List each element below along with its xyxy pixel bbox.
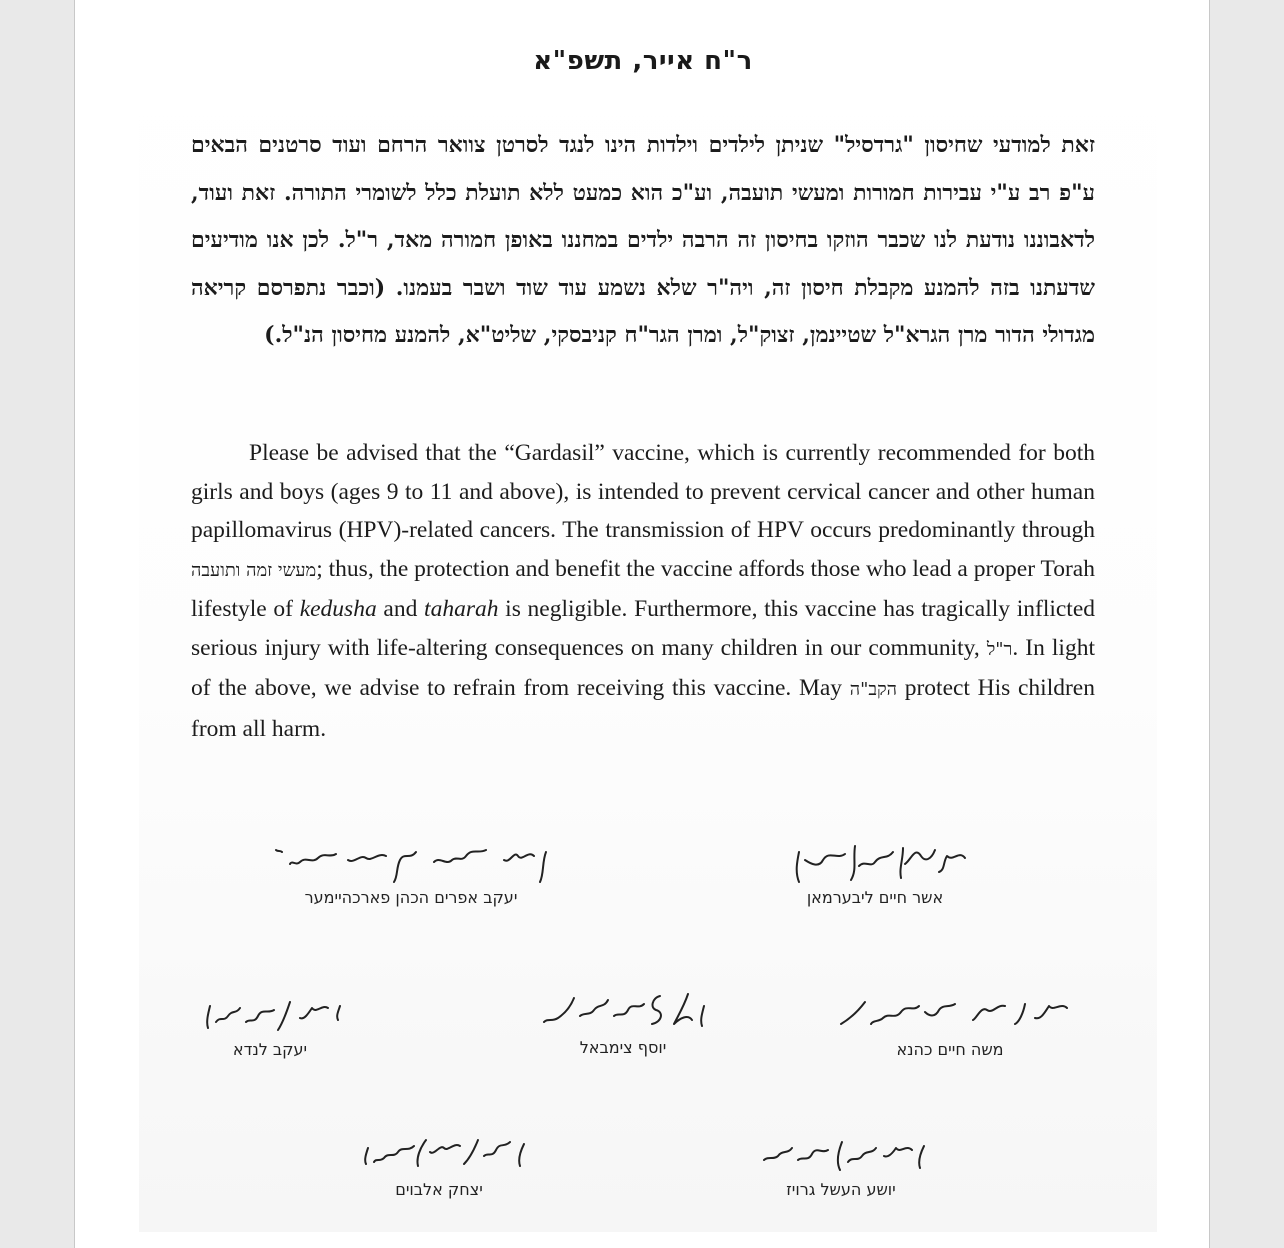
english-text: and <box>376 596 425 622</box>
signer-name: יוסף צימבאל <box>579 1038 667 1057</box>
hebrew-paragraph: זאת למודעי שחיסון "גרדסיל" שניתן לילדים וילדות הינו לנגד לסרטן צוואר הרחם ועוד סרטנים הבאים ע"פ רב ע"י עבירות חמורות ומעשי תועבה, וע"כ הוא כמעט ללא תועלת כלל לשומרי התורה. זאת ועוד, לדאבוננו נודעת לנו שכבר הוזקו בחיסון זה הרבה ילדים במחננו באופן חמורה מאד, ר"ל. לכן אנו מודיעים שדעתנו בזה להמנע מקבלת חיסון זה, ויה"ר שלא נשמע עוד שוד ושבר בעמנו. (וכבר נתפרסם קריאה מגדולי הדור מרן הגרא"ל שטיינמן, זצוק"ל, ומרן הגר"ח קניבסקי, שליט"א, להמנע מחיסון הנ"ל.) <box>191 132 1095 349</box>
english-text: is negligible. Furthermore, this vaccine has tragically inflicted serious injury with life-altering consequences on many children in our community, <box>191 596 1096 661</box>
signature-block <box>741 1134 941 1199</box>
signature-block <box>261 838 561 907</box>
hebrew-phrase: ר"ל <box>986 638 1013 660</box>
signature-block <box>185 994 355 1059</box>
signer-name: משה חיים כהנא <box>896 1040 1004 1059</box>
signer-name: יעקב אפרים הכהן פארכהיימער <box>304 888 518 907</box>
italic-term: taharah <box>424 596 499 622</box>
handwritten-signature <box>528 986 718 1036</box>
handwritten-signature <box>775 838 975 886</box>
document-date: ר"ח אייר, תשפ"א <box>533 46 753 76</box>
english-text: . In light of the above, we advise to refrain from receiving this vaccine. May <box>191 634 1095 701</box>
handwritten-signature <box>190 994 350 1038</box>
handwritten-signature <box>825 992 1075 1038</box>
hebrew-phrase: מעשי זמה ותועבה <box>191 559 317 581</box>
handwritten-signature <box>748 1134 934 1178</box>
english-paragraph <box>191 434 1095 748</box>
signer-name: אשר חיים ליבערמאן <box>806 888 944 907</box>
signer-name: יצחק אלבוים <box>395 1180 483 1199</box>
hebrew-phrase: הקב"ה <box>849 679 898 700</box>
signature-block <box>815 992 1085 1059</box>
handwritten-signature <box>344 1130 534 1178</box>
signer-name: יושע העשל גרויז <box>786 1180 896 1199</box>
signer-name: יעקב לנדא <box>232 1040 308 1059</box>
english-text: Please be advised that the “Gardasil” vaccine, which is currently recommended for both girls and boys (ages 9 to 11 and above), is intended to prevent cervical cancer and other human papillomavirus (HPV)-related cancers. The transmission of HPV occurs predominantly through <box>191 440 1095 543</box>
english-text: ; thus, the protection and benefit the vaccine affords those who lead a proper Torah lifestyle of <box>191 555 1095 622</box>
english-text: protect His children from all harm. <box>191 675 1095 742</box>
italic-term: kedusha <box>299 596 377 622</box>
signature-block <box>765 838 985 907</box>
signature-block <box>523 986 723 1057</box>
handwritten-signature <box>266 838 556 886</box>
document-page <box>74 0 1210 1248</box>
signature-block <box>339 1130 539 1199</box>
